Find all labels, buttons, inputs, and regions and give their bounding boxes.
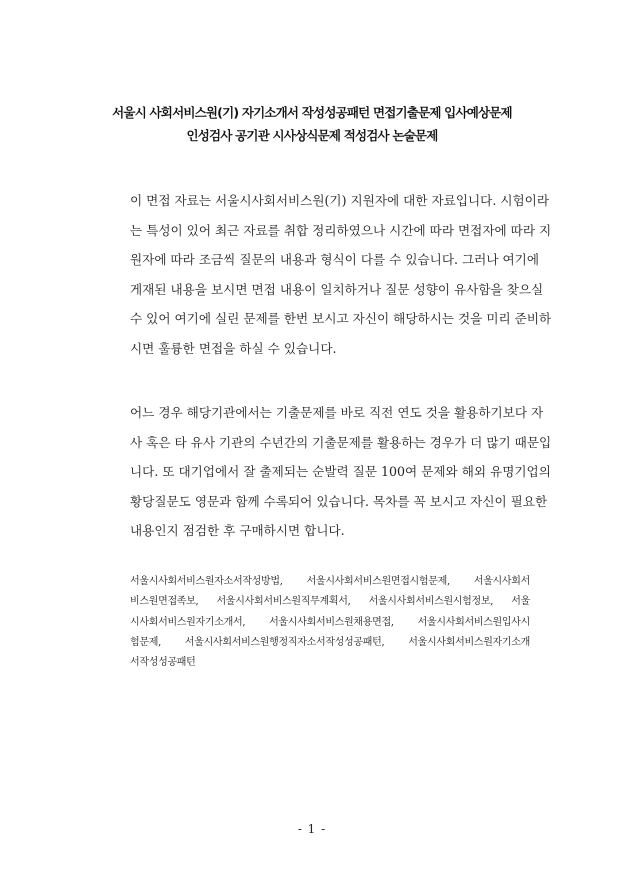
- paragraph-line: 황당질문도 영문과 함께 수록되어 있습니다. 목차를 꼭 보시고 자신이 필요한: [130, 493, 548, 509]
- page-number: - 1 -: [297, 822, 327, 836]
- keywords-block: [130, 572, 530, 673]
- intro-paragraph: [130, 186, 552, 364]
- keywords-line: 시사회서비스원자기소개서, 서울시사회서비스원채용면접, 서울시사회서비스원입사시: [130, 616, 530, 628]
- paragraph-line: 는 특성이 있어 최근 자료를 취합 정리하였으나 시간에 따라 면접자에 따라 지: [130, 222, 552, 238]
- paragraph-line: 게재된 내용을 보시면 면접 내용이 일치하거나 질문 성향이 유사함을 찾으실: [130, 281, 544, 297]
- paragraph-line: 이 면접 자료는 서울시사회서비스원(기) 지원자에 대한 자료입니다. 시험이라: [130, 193, 549, 208]
- paragraph-line: 수 있어 여기에 실린 문제를 한번 보시고 자신이 해당하시는 것을 미리 준비하: [130, 311, 552, 327]
- keywords-line: 비스원면접족보, 서울시사회서비스원직무계획서, 서울시사회서비스원시험정보, 서울: [130, 596, 530, 608]
- paragraph-line: 내용인지 점검한 후 구매하시면 합니다.: [130, 523, 345, 539]
- paragraph-line: 원자에 따라 조금씩 질문의 내용과 형식이 다를 수 있습니다. 그러나 여기에: [130, 252, 540, 268]
- keywords-line: 험문제, 서울시사회서비스원행정직자소서작성성공패턴, 서울시사회서비스원자기소개: [130, 636, 530, 648]
- paragraph-line: 시면 훌륭한 면접을 하실 수 있습니다.: [130, 340, 337, 356]
- paragraph-line: 사 혹은 타 유사 기관의 수년간의 기출문제를 활용하는 경우가 더 많기 때문입: [130, 434, 552, 450]
- title-line-1: 서울시 사회서비스원(기) 자기소개서 작성성공패턴 면접기출문제 입사예상문제: [112, 105, 512, 120]
- keywords-line: 서울시사회서비스원자소서작성방법, 서울시사회서비스원면접시험문제, 서울시사회서: [130, 576, 530, 587]
- usage-paragraph: [130, 398, 552, 546]
- paragraph-line: 니다. 또 대기업에서 잘 출제되는 순발력 질문 100여 문제와 해외 유명기업의: [130, 464, 551, 480]
- title-line-2: 인성검사 공기관 시사상식문제 적성검사 논술문제: [186, 128, 438, 143]
- paragraph-line: 어느 경우 해당기관에서는 기출문제를 바로 직전 연도 것을 활용하기보다 자: [130, 405, 544, 420]
- keywords-line: 서작성성공패턴: [130, 657, 196, 669]
